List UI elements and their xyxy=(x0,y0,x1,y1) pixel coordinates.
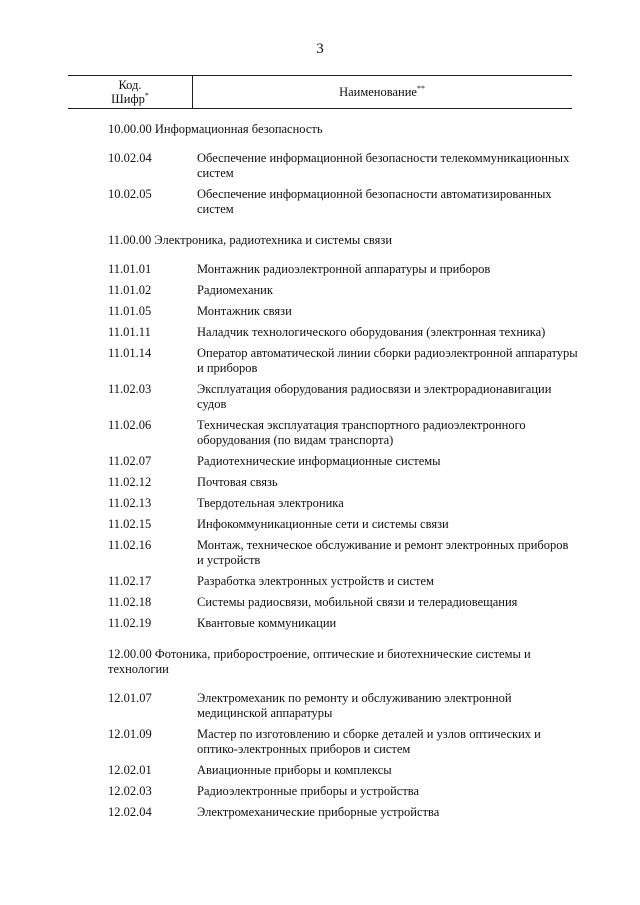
row-code: 12.01.09 xyxy=(108,727,152,741)
row-name: Монтажник радиоэлектронной аппаратуры и приборов xyxy=(197,262,491,276)
row-name: Техническая эксплуатация транспортного радиоэлектронного оборудования (по видам транспорта) xyxy=(197,418,526,447)
name-footnote-mark: ** xyxy=(416,83,425,93)
row-name: Электромеханик по ремонту и обслуживанию электронной медицинской аппаратуры xyxy=(197,691,512,720)
table-row xyxy=(108,691,578,721)
table-row xyxy=(108,382,578,412)
row-code: 11.01.11 xyxy=(108,325,151,339)
table-header xyxy=(68,75,572,109)
table-row xyxy=(108,283,578,298)
row-name: Оператор автоматической линии сборки радиоэлектронной аппаратуры и приборов xyxy=(197,346,578,375)
row-name: Радиоэлектронные приборы и устройства xyxy=(197,784,420,798)
table-row xyxy=(108,418,578,448)
table-row xyxy=(108,325,578,340)
row-code: 10.02.05 xyxy=(108,187,152,201)
table-row xyxy=(108,517,578,532)
row-name: Системы радиосвязи, мобильной связи и телерадиовещания xyxy=(197,595,518,609)
table-row xyxy=(108,538,578,568)
row-code: 11.01.05 xyxy=(108,304,152,318)
row-code: 11.02.16 xyxy=(108,538,152,552)
row-code: 11.02.17 xyxy=(108,574,152,588)
row-code: 10.02.04 xyxy=(108,151,152,165)
row-code: 12.02.03 xyxy=(108,784,152,798)
table-row xyxy=(108,763,578,778)
row-name: Твердотельная электроника xyxy=(197,496,344,510)
row-code: 11.02.18 xyxy=(108,595,152,609)
row-name: Монтажник связи xyxy=(197,304,292,318)
row-name: Обеспечение информационной безопасности автоматизированных систем xyxy=(197,187,552,216)
row-code: 11.02.06 xyxy=(108,418,152,432)
code-header-line2: Шифр* xyxy=(111,90,149,106)
table-row xyxy=(108,304,578,319)
row-code: 12.02.04 xyxy=(108,805,152,819)
table-row xyxy=(108,616,578,631)
code-footnote-mark: * xyxy=(144,90,149,100)
code-header-line1: Код. xyxy=(118,78,142,92)
entries-list xyxy=(108,122,578,836)
row-name: Монтаж, техническое обслуживание и ремонт электронных приборов и устройств xyxy=(197,538,569,567)
row-code: 11.02.03 xyxy=(108,382,152,396)
row-name: Обеспечение информационной безопасности телекоммуникационных систем xyxy=(197,151,570,180)
row-code: 12.01.07 xyxy=(108,691,152,705)
table-row xyxy=(108,574,578,589)
table-row xyxy=(108,496,578,511)
page-number: 3 xyxy=(316,41,324,57)
group-title: 11.00.00 Электроника, радиотехника и системы связи xyxy=(108,233,393,247)
row-name: Наладчик технологического оборудования (электронная техника) xyxy=(197,325,546,339)
code-column-header xyxy=(68,76,193,108)
row-name: Радиотехнические информационные системы xyxy=(197,454,441,468)
group-section xyxy=(108,122,578,217)
row-code: 12.02.01 xyxy=(108,763,152,777)
table-row xyxy=(108,346,578,376)
row-code: 11.01.01 xyxy=(108,262,152,276)
name-header-label: Наименование** xyxy=(339,83,425,99)
table-row xyxy=(108,784,578,799)
row-code: 11.02.15 xyxy=(108,517,152,531)
group-title: 10.00.00 Информационная безопасность xyxy=(108,122,323,136)
group-title: 12.00.00 Фотоника, приборостроение, оптические и биотехнические системы и технологии xyxy=(108,647,531,676)
row-name: Разработка электронных устройств и систем xyxy=(197,574,434,588)
row-code: 11.02.19 xyxy=(108,616,152,630)
table-row xyxy=(108,475,578,490)
row-code: 11.02.07 xyxy=(108,454,152,468)
group-section xyxy=(108,233,578,631)
row-code: 11.02.13 xyxy=(108,496,152,510)
table-row xyxy=(108,262,578,277)
table-row xyxy=(108,805,578,820)
row-name: Радиомеханик xyxy=(197,283,273,297)
row-name: Электромеханические приборные устройства xyxy=(197,805,440,819)
group-section xyxy=(108,647,578,820)
row-name: Авиационные приборы и комплексы xyxy=(197,763,392,777)
row-name: Инфокоммуникационные сети и системы связи xyxy=(197,517,449,531)
row-name: Почтовая связь xyxy=(197,475,278,489)
table-row xyxy=(108,187,578,217)
row-name: Квантовые коммуникации xyxy=(197,616,337,630)
row-code: 11.02.12 xyxy=(108,475,152,489)
table-row xyxy=(108,595,578,610)
name-column-header xyxy=(192,76,572,108)
row-name: Мастер по изготовлению и сборке деталей и узлов оптических и оптико-электронных приборов и систем xyxy=(197,727,541,756)
row-name: Эксплуатация оборудования радиосвязи и электрорадионавигации судов xyxy=(197,382,552,411)
row-code: 11.01.14 xyxy=(108,346,152,360)
row-code: 11.01.02 xyxy=(108,283,152,297)
table-row xyxy=(108,454,578,469)
table-row xyxy=(108,727,578,757)
table-row xyxy=(108,151,578,181)
